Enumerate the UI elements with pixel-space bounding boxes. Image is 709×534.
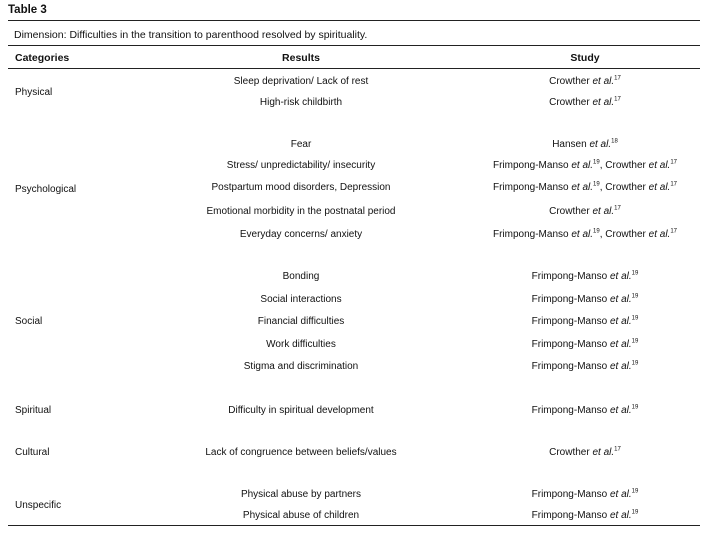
study-reference: 17: [670, 228, 678, 235]
study-etal: et al.: [571, 182, 594, 193]
study-reference: 17: [614, 75, 621, 82]
result-cell: Stigma and discrimination: [243, 361, 359, 372]
result-cell: Difficulty in spiritual development: [228, 405, 374, 416]
study-author: Hansen: [552, 139, 590, 150]
header-study: Study: [570, 52, 600, 64]
caption-rule: [8, 45, 700, 46]
header-results: Results: [282, 52, 320, 64]
study-cell: [470, 339, 700, 350]
study-separator: ,: [599, 229, 606, 240]
top-rule: [8, 20, 700, 21]
study-cell: [470, 139, 700, 150]
result-cell: High-risk childbirth: [259, 97, 343, 108]
result-cell: Work difficulties: [266, 339, 336, 350]
result-cell: Social interactions: [260, 294, 342, 305]
category-label: Spiritual: [15, 405, 52, 416]
study-cell: [470, 76, 700, 87]
table-title: Table 3: [8, 4, 47, 16]
study-cell: [470, 489, 700, 500]
study-author: Crowther: [549, 206, 593, 217]
study-reference: 17: [614, 96, 621, 103]
study-author: Frimpong-Manso: [531, 489, 610, 500]
study-etal: et al.: [571, 229, 594, 240]
study-author: Frimpong-Manso: [531, 294, 610, 305]
study-cell: [470, 447, 700, 458]
study-etal: et al.: [609, 510, 632, 521]
category-label: Cultural: [15, 447, 50, 458]
study-etal: et al.: [609, 294, 632, 305]
result-cell: Emotional morbidity in the postnatal period: [206, 206, 396, 217]
study-author: Frimpong-Manso: [531, 405, 610, 416]
study-etal: et al.: [609, 339, 632, 350]
study-reference: 19: [631, 270, 639, 277]
study-reference: 17: [670, 181, 678, 188]
study-reference: 19: [593, 159, 600, 166]
study-etal: et al.: [609, 271, 632, 282]
study-separator: ,: [599, 182, 606, 193]
study-reference: 19: [631, 315, 639, 322]
result-cell: Physical abuse by partners: [240, 489, 362, 500]
study-author: Frimpong-Manso: [492, 229, 572, 240]
study-cell: [470, 182, 700, 193]
study-reference: 19: [631, 404, 639, 411]
study-author: Crowther: [549, 447, 593, 458]
study-reference: 19: [631, 360, 639, 367]
study-author: Frimpong-Manso: [531, 316, 610, 327]
study-author: Crowther: [549, 97, 593, 108]
study-cell: [470, 510, 700, 521]
study-etal: et al.: [609, 405, 632, 416]
result-cell: Bonding: [282, 271, 320, 282]
header-categories: Categories: [15, 52, 70, 64]
study-etal: et al.: [571, 160, 594, 171]
result-cell: Postpartum mood disorders, Depression: [211, 182, 391, 193]
result-cell: Sleep deprivation/ Lack of rest: [233, 76, 369, 87]
header-rule: [8, 68, 700, 69]
study-author: Frimpong-Manso: [492, 182, 572, 193]
study-author: Frimpong-Manso: [531, 271, 610, 282]
study-reference: 18: [611, 138, 618, 145]
study-author: Crowther: [605, 229, 649, 240]
study-cell: [470, 405, 700, 416]
study-etal: et al.: [648, 229, 671, 240]
study-etal: et al.: [609, 361, 632, 372]
study-etal: et al.: [609, 489, 632, 500]
study-reference: 19: [631, 293, 639, 300]
category-label: Physical: [15, 87, 53, 98]
study-cell: [470, 206, 700, 217]
study-separator: ,: [599, 160, 606, 171]
study-reference: 19: [593, 228, 600, 235]
study-reference: 19: [631, 488, 639, 495]
study-etal: et al.: [592, 447, 615, 458]
study-cell: [470, 271, 700, 282]
study-cell: [470, 294, 700, 305]
study-cell: [470, 97, 700, 108]
study-etal: et al.: [592, 76, 615, 87]
study-etal: et al.: [592, 206, 615, 217]
bottom-rule: [8, 525, 700, 526]
result-cell: Physical abuse of children: [242, 510, 360, 521]
study-etal: et al.: [648, 182, 671, 193]
study-cell: [470, 229, 700, 240]
study-author: Crowther: [549, 76, 593, 87]
study-reference: 17: [614, 205, 621, 212]
study-reference: 17: [614, 446, 621, 453]
study-author: Crowther: [605, 160, 649, 171]
study-cell: [470, 361, 700, 372]
study-etal: et al.: [609, 316, 632, 327]
study-author: Frimpong-Manso: [492, 160, 572, 171]
study-reference: 19: [631, 509, 639, 516]
result-cell: Lack of congruence between beliefs/values: [205, 447, 397, 458]
dimension-caption: Dimension: Difficulties in the transition to parenthood resolved by spirituality.: [14, 29, 368, 41]
result-cell: Fear: [290, 139, 312, 150]
study-author: Frimpong-Manso: [531, 361, 610, 372]
study-etal: et al.: [592, 97, 615, 108]
study-author: Crowther: [605, 182, 649, 193]
category-label: Psychological: [15, 184, 77, 195]
result-cell: Everyday concerns/ anxiety: [239, 229, 363, 240]
study-cell: [470, 160, 700, 171]
category-label: Unspecific: [15, 500, 62, 511]
study-author: Frimpong-Manso: [531, 510, 610, 521]
study-reference: 19: [593, 181, 600, 188]
result-cell: Stress/ unpredictability/ insecurity: [226, 160, 376, 171]
result-cell: Financial difficulties: [257, 316, 345, 327]
study-cell: [470, 316, 700, 327]
study-author: Frimpong-Manso: [531, 339, 610, 350]
study-reference: 19: [631, 338, 639, 345]
study-etal: et al.: [589, 139, 612, 150]
study-reference: 17: [670, 159, 678, 166]
study-etal: et al.: [648, 160, 671, 171]
category-label: Social: [15, 316, 43, 327]
